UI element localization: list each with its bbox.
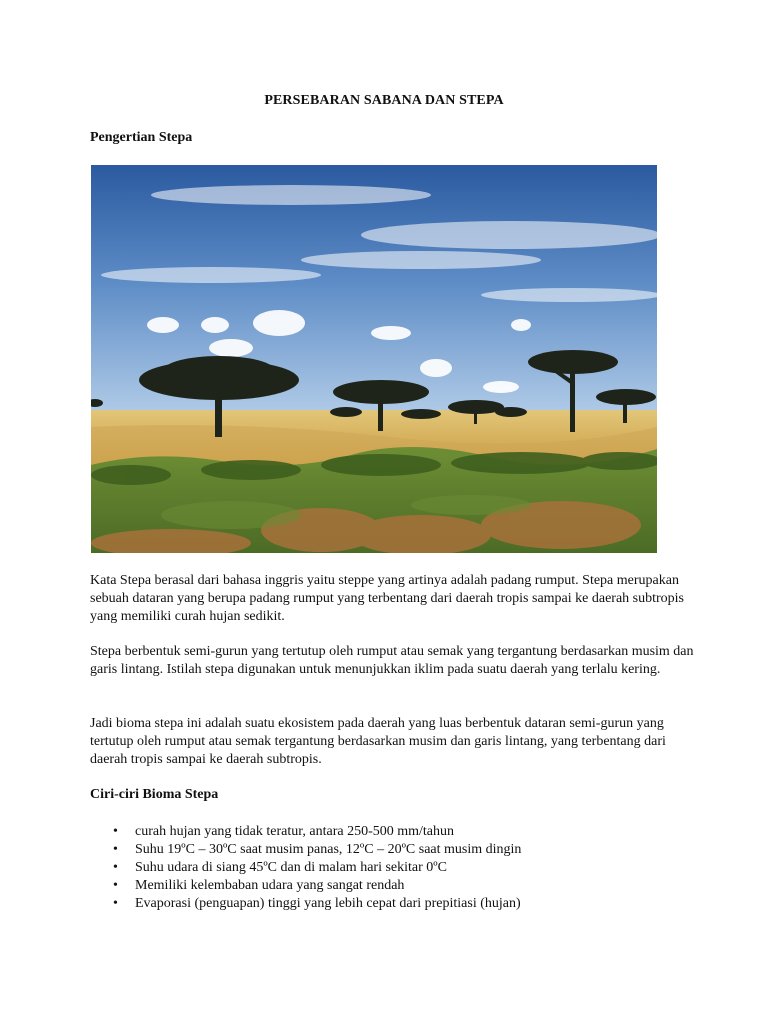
- bullet-icon: •: [113, 896, 118, 911]
- document-title: PERSEBARAN SABANA DAN STEPA: [264, 93, 504, 108]
- section-heading-pengertian: Pengertian Stepa: [90, 130, 193, 145]
- characteristics-list: [90, 823, 690, 913]
- bullet-icon: •: [113, 860, 118, 875]
- list-item-text: Memiliki kelembaban udara yang sangat rendah: [135, 878, 405, 893]
- list-item: [90, 823, 690, 841]
- list-item: [90, 877, 690, 895]
- list-item-text: Evaporasi (penguapan) tinggi yang lebih cepat dari prepitiasi (hujan): [135, 896, 521, 911]
- list-item-text: Suhu 19ºC – 30ºC saat musim panas, 12ºC – 20ºC saat musim dingin: [135, 842, 522, 857]
- bullet-icon: •: [113, 842, 118, 857]
- list-item-text: curah hujan yang tidak teratur, antara 250-500 mm/tahun: [135, 824, 454, 839]
- savanna-landscape-photo: [91, 165, 657, 553]
- paragraph-semi-desert: Stepa berbentuk semi-gurun yang tertutup oleh rumput atau semak yang tergantung berdasarkan musim dan garis lintang. Istilah stepa digunakan untuk menunjukkan iklim pada suatu daerah yang terlalu kering.: [90, 644, 694, 677]
- section-heading-ciri-ciri: Ciri-ciri Bioma Stepa: [90, 787, 219, 802]
- bullet-icon: •: [113, 878, 118, 893]
- list-item-text: Suhu udara di siang 45ºC dan di malam hari sekitar 0ºC: [135, 860, 447, 875]
- paragraph-definition: Kata Stepa berasal dari bahasa inggris yaitu steppe yang artinya adalah padang rumput. Stepa merupakan sebuah dataran yang berupa padang rumput yang terbentang dari daerah tropis sampai ke daerah subtropis yang memiliki curah hujan sedikit.: [90, 573, 685, 624]
- bullet-icon: •: [113, 824, 118, 839]
- list-item: [90, 841, 690, 859]
- list-item: [90, 895, 690, 913]
- list-item: [90, 859, 690, 877]
- paragraph-conclusion: Jadi bioma stepa ini adalah suatu ekosistem pada daerah yang luas berbentuk dataran semi-gurun yang tertutup oleh rumput atau semak tergantung berdasarkan musim dan garis lintang, yang terbentang dari daerah tropis sampai ke daerah subtropis.: [90, 716, 666, 767]
